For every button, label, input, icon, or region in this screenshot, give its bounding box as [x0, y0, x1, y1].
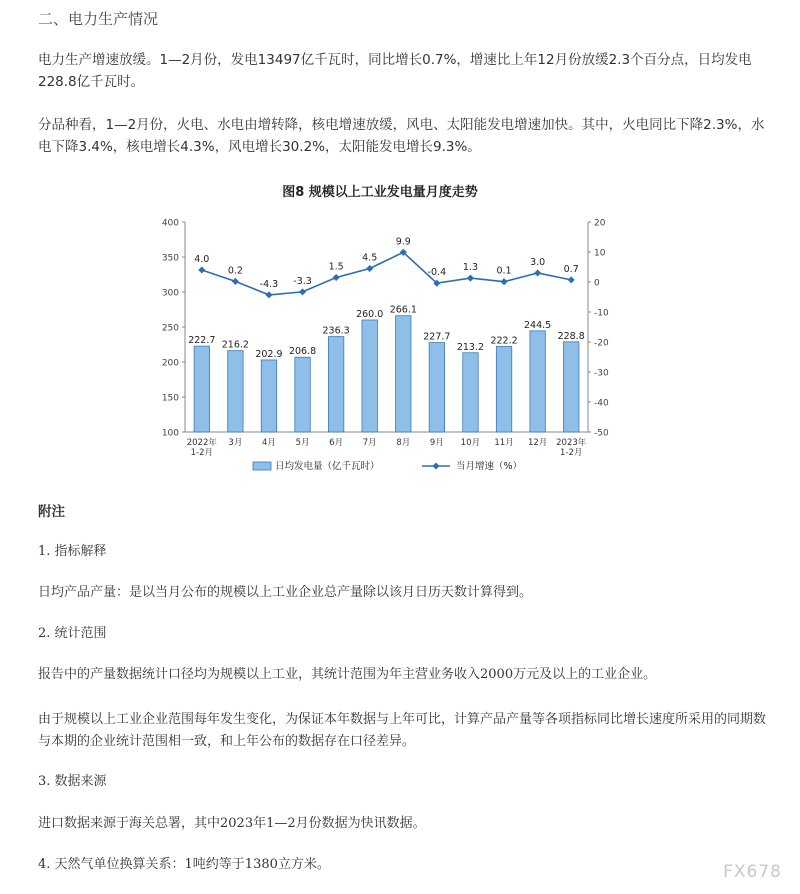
growth-point	[501, 278, 508, 285]
note-scope-comparability: 由于规模以上工业企业范围每年发生变化，为保证本年数据与上年可比，计算产品产量等各项指标同比增长速度所采用的同期数与本期的企业统计范围相一致，和上年公布的数据存在口径差异。	[38, 712, 767, 749]
growth-point	[299, 288, 306, 295]
bar	[194, 346, 209, 432]
growth-value-label: 1.3	[462, 262, 479, 274]
left-axis-tick-label: 300	[161, 288, 179, 299]
note-heading-scope: 2. 统计范围	[38, 626, 107, 641]
x-axis-tick-label: 7月	[362, 438, 377, 448]
note-gas-conversion: 4. 天然气单位换算关系：1吨约等于1380立方米。	[38, 857, 330, 872]
left-axis-tick-label: 100	[161, 428, 179, 439]
note-source: 进口数据来源于海关总署，其中2023年1—2月份数据为快讯数据。	[38, 816, 426, 831]
chart-title: 图8 规模以上工业发电量月度走势	[282, 185, 478, 200]
bar	[530, 331, 545, 432]
bar	[463, 353, 478, 432]
bar	[496, 346, 511, 432]
bar-value-label: 222.7	[188, 335, 216, 347]
section-title: 二、电力生产情况	[38, 10, 159, 28]
bar-value-label: 216.2	[221, 339, 249, 351]
x-axis-tick-label: 3月	[228, 438, 243, 448]
bar	[362, 320, 377, 432]
bar-value-label: 236.3	[322, 325, 350, 337]
growth-value-label: -0.4	[427, 267, 447, 279]
right-axis-tick-label: -40	[594, 398, 609, 409]
right-axis-tick-label: 20	[594, 218, 606, 229]
left-axis-tick-label: 400	[161, 218, 179, 229]
growth-value-label: 4.5	[362, 252, 378, 264]
bar-value-label: 266.1	[389, 304, 417, 316]
right-axis-tick-label: 10	[594, 248, 606, 259]
right-axis-tick-label: -20	[594, 338, 609, 349]
growth-value-label: 0.2	[227, 265, 243, 277]
right-axis-tick-label: -50	[594, 428, 609, 439]
note-definition: 日均产品产量：是以当月公布的规模以上工业企业总产量除以该月日历天数计算得到。	[38, 585, 533, 600]
growth-line	[202, 252, 571, 295]
bar	[295, 357, 310, 432]
notes-heading: 附注	[38, 504, 65, 520]
paragraph-power-production: 电力生产增速放缓。1—2月份，发电13497亿千瓦时，同比增长0.7%，增速比上年12月份放缓2.3个百分点，日均发电228.8亿千瓦时。	[38, 52, 752, 90]
bar	[261, 360, 276, 432]
left-axis-tick-label: 150	[161, 393, 179, 404]
x-axis-tick-label: 1-2月	[560, 448, 583, 458]
growth-point	[333, 274, 340, 281]
bar	[563, 342, 578, 432]
x-axis-tick-label: 4月	[261, 438, 276, 448]
legend-bar-label: 日均发电量（亿千瓦时）	[275, 461, 380, 472]
growth-value-label: -3.3	[293, 275, 312, 287]
left-axis-tick-label: 350	[161, 253, 179, 264]
note-scope: 报告中的产量数据统计口径均为规模以上工业，其统计范围为年主营业务收入2000万元及以上的工业企业。	[38, 667, 657, 682]
growth-value-label: 3.0	[530, 257, 546, 268]
growth-point	[534, 269, 541, 276]
right-axis-tick-label: -10	[594, 308, 609, 319]
growth-point	[568, 276, 575, 283]
growth-value-label: 4.0	[194, 254, 210, 265]
note-heading-source: 3. 数据来源	[38, 774, 107, 789]
legend-line-marker	[432, 462, 439, 469]
growth-value-label: 0.7	[563, 263, 579, 275]
bar	[228, 351, 243, 432]
growth-value-label: 1.5	[328, 261, 344, 273]
bar-value-label: 213.2	[456, 341, 485, 353]
x-axis-tick-label: 6月	[329, 438, 344, 448]
note-heading-definition: 1. 指标解释	[38, 544, 107, 559]
bar	[328, 337, 343, 432]
bar	[396, 316, 411, 432]
growth-value-label: -4.3	[259, 278, 279, 290]
x-axis-tick-label: 1-2月	[190, 448, 213, 458]
bar-value-label: 260.0	[356, 309, 384, 320]
right-axis-tick-label: 0	[594, 278, 600, 289]
x-axis-tick-label: 12月	[527, 438, 548, 448]
bar-value-label: 206.8	[288, 346, 317, 358]
growth-point	[198, 266, 205, 273]
x-axis-tick-label: 8月	[396, 438, 411, 448]
growth-point	[232, 278, 239, 285]
x-axis-tick-label: 11月	[494, 438, 514, 448]
bar-value-label: 227.7	[423, 331, 451, 343]
bar	[429, 343, 444, 432]
x-axis-tick-label: 9月	[429, 438, 444, 448]
x-axis-tick-label: 5月	[295, 438, 310, 448]
x-axis-tick-label: 2022年	[186, 438, 217, 448]
legend-line-label: 当月增速（%）	[456, 461, 523, 472]
power-generation-chart	[140, 178, 620, 480]
left-axis-tick-label: 250	[161, 323, 179, 334]
bar-value-label: 244.5	[524, 319, 552, 331]
right-axis-tick-label: -30	[594, 368, 609, 379]
growth-point	[366, 265, 373, 272]
bar-value-label: 222.2	[490, 335, 518, 347]
growth-value-label: 0.1	[496, 265, 512, 277]
x-axis-tick-label: 2023年	[556, 438, 587, 448]
growth-point	[467, 275, 474, 282]
bar-value-label: 228.8	[557, 330, 585, 342]
growth-point	[265, 291, 272, 298]
growth-value-label: 9.9	[395, 236, 411, 248]
paragraph-by-type: 分品种看，1—2月份，火电、水电由增转降，核电增速放缓，风电、太阳能发电增速加快。其中，火电同比下降2.3%，水电下降3.4%，核电增长4.3%，风电增长30.2%，太阳能发电增长9.3%。	[38, 117, 765, 155]
left-axis-tick-label: 200	[161, 358, 179, 369]
x-axis-tick-label: 10月	[460, 438, 481, 448]
legend-bar-swatch	[253, 462, 271, 470]
watermark-logo: FX678	[723, 862, 782, 882]
bar-value-label: 202.9	[255, 348, 283, 360]
